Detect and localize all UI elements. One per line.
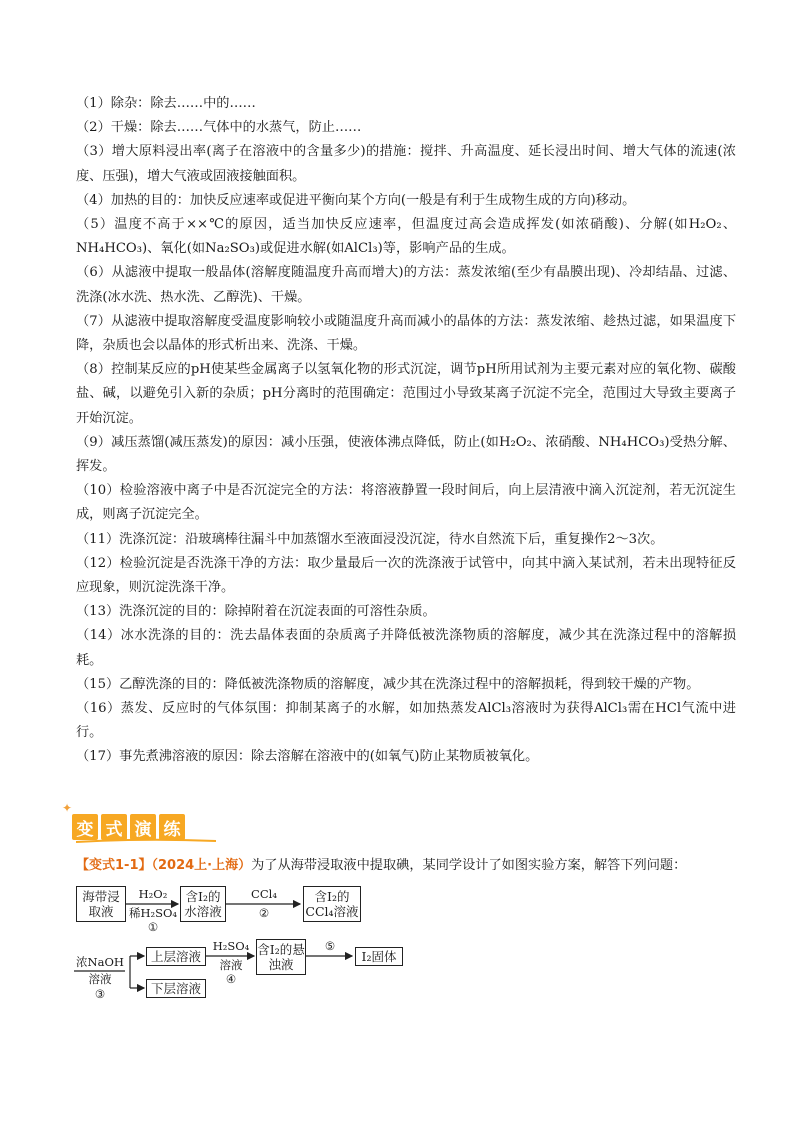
item-text: 冰水洗涤的目的：洗去晶体表面的杂质离子并降低被洗涤物质的溶解度，减少其在洗涤过程中的溶解损耗。 <box>76 628 737 668</box>
banner-char: 练 <box>159 814 185 840</box>
box-upper-layer-label: 上层溶液 <box>150 949 201 964</box>
list-item <box>76 358 736 431</box>
item-number: （4） <box>76 192 111 208</box>
banner-underline <box>76 838 216 844</box>
list-item <box>76 552 736 600</box>
box-iodine-suspension <box>256 939 306 975</box>
item-text: 控制某反应的pH使某些金属离子以氢氧化物的形式沉淀，调节pH所用试剂为主要元素对应的氧化物、碳酸盐、碱，以避免引入新的杂质；pH分离时的范围确定：范围过小导致某离子沉淀不完全，范围过大导致主要离子开始沉淀。 <box>76 362 736 426</box>
item-number: （11） <box>76 531 120 547</box>
banner-char: 变 <box>72 814 98 840</box>
list-item <box>76 310 736 358</box>
item-text: 除杂：除去……中的…… <box>110 96 256 111</box>
step1-number: ① <box>147 920 159 934</box>
banner-char: 式 <box>101 814 127 840</box>
item-number: （16） <box>76 701 121 717</box>
list-item <box>76 140 736 188</box>
item-text: 减压蒸馏(减压蒸发)的原因：减小压强，使液体沸点降低，防止(如H₂O₂、浓硝酸、NH₄HCO₃)受热分解、挥发。 <box>76 434 736 475</box>
sparkle-icon: ✦ <box>62 801 73 815</box>
list-item <box>76 624 736 672</box>
list-item <box>76 600 736 624</box>
section-banner <box>62 802 232 844</box>
step3-reagent-top: 浓NaOH <box>76 955 124 969</box>
step3-number: ③ <box>94 987 106 1001</box>
step4-number: ④ <box>225 972 237 986</box>
flow-diagram <box>70 876 490 1016</box>
item-number: （1） <box>76 96 111 111</box>
item-number: （9） <box>76 434 112 450</box>
list-item <box>76 261 736 309</box>
list-item <box>76 431 736 479</box>
item-text: 洗涤沉淀：沿玻璃棒往漏斗中加蒸馏水至液面浸没沉淀，待水自然流下后，重复操作2～3次。 <box>119 531 664 547</box>
item-text: 检验沉淀是否洗涤干净的方法：取少量最后一次的洗涤液于试管中，向其中滴入某试剂，若未出现特征反应现象，则沉淀洗涤干净。 <box>76 555 736 596</box>
banner-title <box>72 814 185 840</box>
item-text: 事先煮沸溶液的原因：除去溶解在溶液中的(如氧气)防止某物质被氧化。 <box>119 749 539 765</box>
list-item <box>76 116 736 140</box>
box-iodine-ccl4 <box>303 886 361 922</box>
item-number: （13） <box>76 604 120 620</box>
box-iodine-aqueous <box>180 886 226 922</box>
item-number: （7） <box>76 313 112 329</box>
box-seaweed-label: 海带浸取液 <box>82 889 120 919</box>
step4-reagent-bottom: 溶液 <box>219 958 243 972</box>
step2-number: ② <box>258 906 270 920</box>
box-lower-layer <box>146 979 206 998</box>
item-text: 增大原料浸出率(离子在溶液中的含量多少)的措施：搅拌、升高温度、延长浸出时间、增大气体的流速(浓度、压强)，增大气液或固液接触面积。 <box>76 144 736 184</box>
item-number: （6） <box>76 265 112 281</box>
item-number: （10） <box>76 483 120 499</box>
step3-reagent-bottom: 溶液 <box>88 972 112 986</box>
banner-char: 演 <box>130 814 156 840</box>
item-number: （17） <box>76 749 120 765</box>
key-points-list <box>76 92 736 770</box>
item-number: （3） <box>76 144 112 160</box>
step4-reagent-top: H₂SO₄ <box>212 939 250 953</box>
item-text: 加热的目的：加快反应速率或促进平衡向某个方向(一般是有利于生成物生成的方向)移动。 <box>110 192 636 208</box>
box-iodine-solid-label: I₂固体 <box>361 949 397 964</box>
list-item <box>76 697 736 745</box>
box-upper-layer <box>146 947 206 966</box>
step1-reagent-bottom: 稀H₂SO₄ <box>128 906 178 920</box>
list-item <box>76 745 736 769</box>
item-text: 洗涤沉淀的目的：除掉附着在沉淀表面的可溶性杂质。 <box>119 604 436 620</box>
box-iodine-solid <box>355 947 403 966</box>
list-item <box>76 189 736 213</box>
item-text: 从滤液中提取一般晶体(溶解度随温度升高而增大)的方法：蒸发浓缩(至少有晶膜出现)、冷却结晶、过滤、洗涤(冰水洗、热水洗、乙醇洗)、干燥。 <box>76 265 737 305</box>
box-iodine-aqueous-label: 含I₂的水溶液 <box>184 889 222 919</box>
box-lower-layer-label: 下层溶液 <box>150 981 201 996</box>
box-iodine-ccl4-label: 含I₂的CCl₄溶液 <box>305 889 359 919</box>
box-iodine-suspension-label: 含I₂的悬浊液 <box>257 942 305 972</box>
list-item <box>76 673 736 697</box>
item-number: （15） <box>76 676 120 692</box>
item-text: 温度不高于××℃的原因，适当加快反应速率，但温度过高会造成挥发(如浓硝酸)、分解(如H₂O₂、NH₄HCO₃)、氧化(如Na₂SO₃)或促进水解(如AlCl₃)等，影响产品的生成。 <box>76 217 737 257</box>
item-number: （12） <box>76 555 120 571</box>
list-item <box>76 479 736 527</box>
item-number: （8） <box>76 362 112 378</box>
step5-number: ⑤ <box>324 939 336 953</box>
box-seaweed-extract <box>76 886 126 922</box>
question-tag: 【变式1-1】（2024上·上海） <box>76 858 252 873</box>
item-number: （2） <box>76 120 111 136</box>
item-text: 干燥：除去……气体中的水蒸气，防止…… <box>110 120 362 136</box>
list-item <box>76 92 736 116</box>
step1-reagent-top: H₂O₂ <box>138 887 168 901</box>
list-item <box>76 528 736 552</box>
item-text: 从滤液中提取溶解度受温度影响较小或随温度升高而减小的晶体的方法：蒸发浓缩、趁热过滤，如果温度下降，杂质也会以晶体的形式析出来、洗涤、干燥。 <box>76 313 737 354</box>
list-item <box>76 213 736 261</box>
item-text: 蒸发、反应时的气体氛围：抑制某离子的水解，如加热蒸发AlCl₃溶液时为获得AlCl₃需在HCl气流中进行。 <box>76 701 736 741</box>
item-number: （14） <box>76 628 121 644</box>
question-text: 为了从海带浸取液中提取碘，某同学设计了如图实验方案，解答下列问题： <box>251 858 687 873</box>
item-text: 检验溶液中离子中是否沉淀完全的方法：将溶液静置一段时间后，向上层清液中滴入沉淀剂，若无沉淀生成，则离子沉淀完全。 <box>76 483 736 523</box>
item-number: （5） <box>76 217 115 233</box>
step2-reagent: CCl₄ <box>251 887 277 901</box>
item-text: 乙醇洗涤的目的：降低被洗涤物质的溶解度，减少其在洗涤过程中的溶解损耗，得到较干燥的产物。 <box>119 676 700 692</box>
question-stem <box>76 854 746 878</box>
